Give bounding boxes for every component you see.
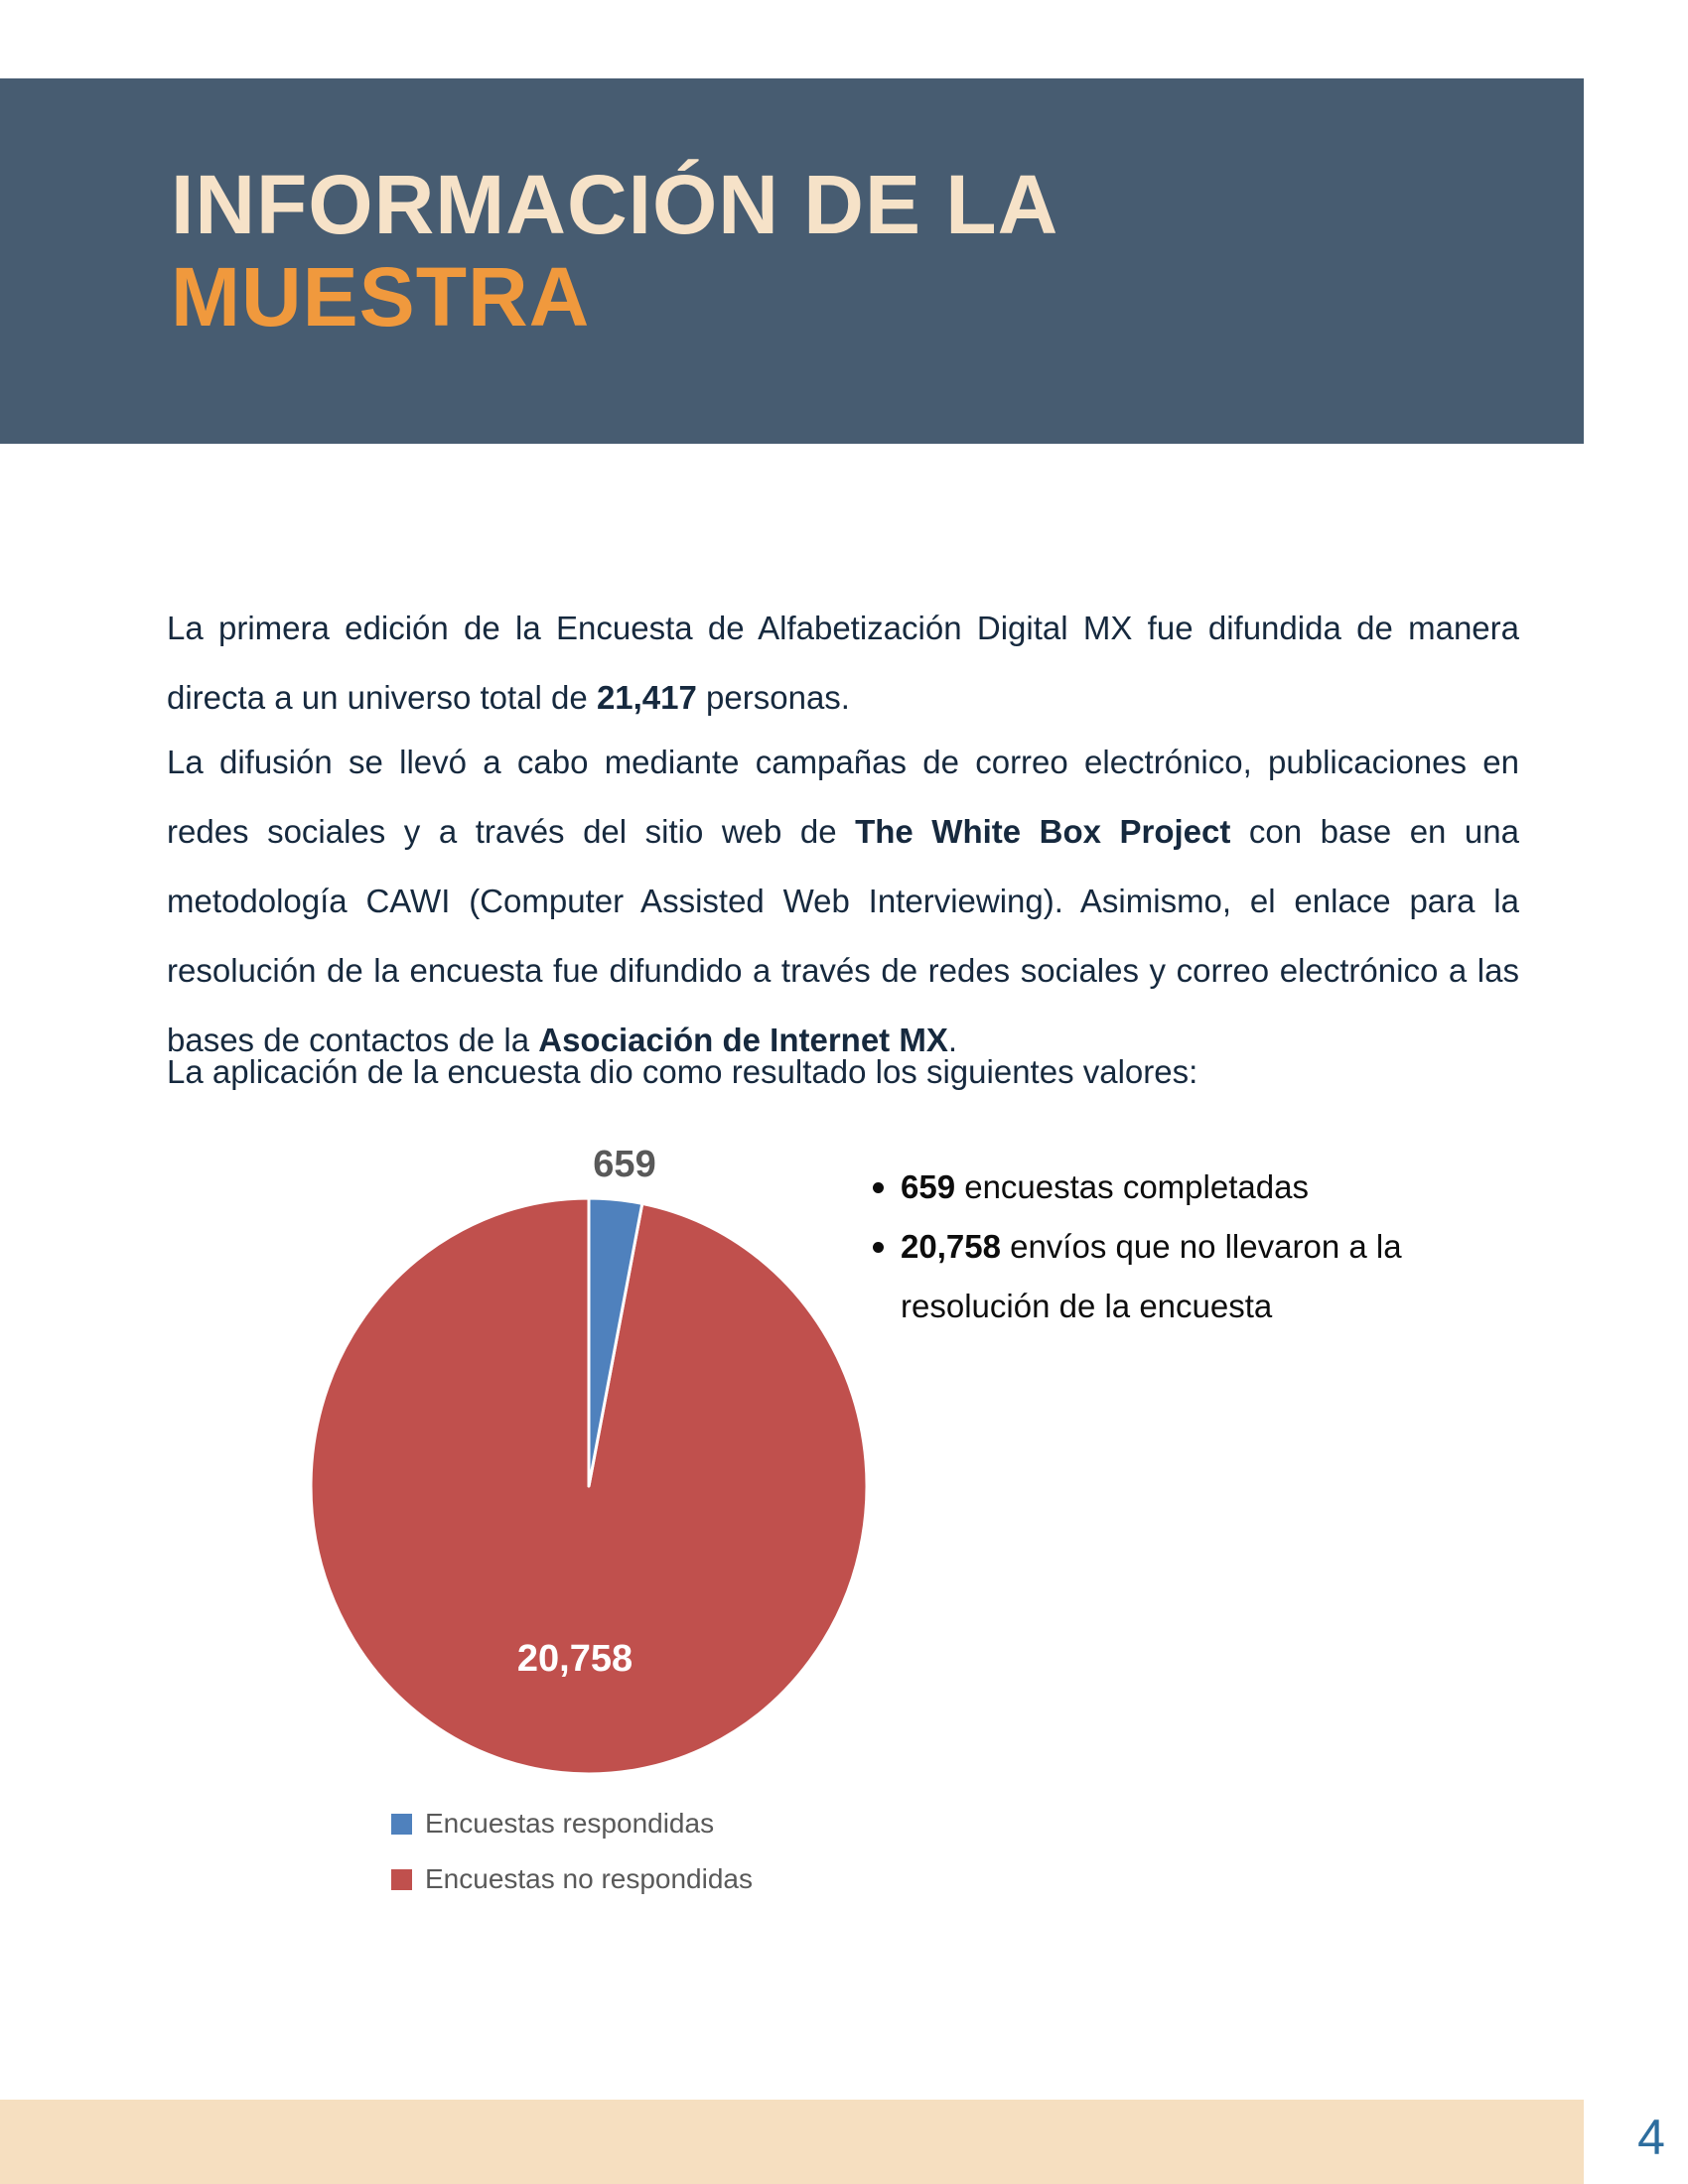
legend-swatch-red-icon <box>391 1869 412 1890</box>
results-bullet-list <box>871 1158 1415 1336</box>
paragraph-intro: La primera edición de la Encuesta de Alfabetización Digital MX fue difundida de manera directa a un universo total de 21,417 personas. <box>167 610 1519 716</box>
pie-data-label-responded: 659 <box>593 1144 656 1185</box>
footer-band <box>0 2100 1584 2184</box>
legend-item-responded <box>391 1807 753 1841</box>
page-title-line2: MUESTRA <box>171 250 591 343</box>
page-title-line1: INFORMACIÓN DE LA <box>171 158 1059 251</box>
paragraph-methodology: La difusión se llevó a cabo mediante campañas de correo electrónico, publicaciones en redes sociales y a través del sitio web de The White Box Project con base en una metodología CAWI (Computer Assisted Web Interviewing). Asimismo, el enlace para la resolución de la encuesta fue difundido a través de redes sociales y correo electrónico a las bases de contactos de la Asociación de Internet MX. <box>167 744 1519 1058</box>
page-number: 4 <box>1637 2110 1665 2165</box>
page-title <box>171 159 1058 343</box>
paragraph-results-lead: La aplicación de la encuesta dio como resultado los siguientes valores: <box>167 1053 1198 1090</box>
pie-data-label-not-responded: 20,758 <box>516 1638 633 1680</box>
legend-item-not-responded <box>391 1862 753 1896</box>
legend-label: Encuestas respondidas <box>425 1808 715 1839</box>
legend-label: Encuestas no respondidas <box>425 1863 753 1894</box>
bullet-item-completed: 659 encuestas completadas <box>871 1158 1415 1217</box>
bullet-item-not-answered: 20,758 envíos que no llevaron a la resolución de la encuesta <box>871 1217 1415 1336</box>
legend-swatch-blue-icon <box>391 1814 412 1835</box>
pie-legend <box>391 1807 753 1918</box>
pie-chart <box>308 1195 870 1777</box>
